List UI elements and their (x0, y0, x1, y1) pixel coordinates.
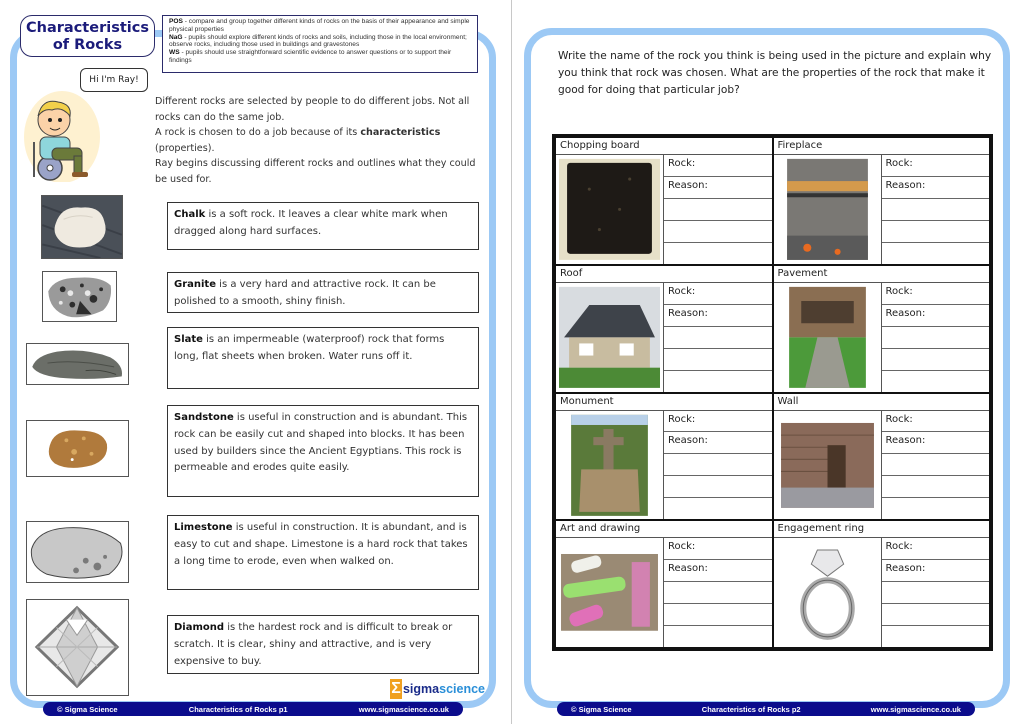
pavement-photo (774, 283, 882, 392)
granite-image (42, 271, 117, 322)
footer-copyright: © Sigma Science (57, 704, 118, 714)
grid-cell-roof: Roof Rock: Reason: (555, 265, 773, 393)
answer-line[interactable] (664, 199, 772, 221)
rock-answer-field[interactable]: Rock: (882, 155, 990, 177)
worksheet-page-1 (0, 0, 511, 724)
rock-answer-field[interactable]: Rock: (664, 283, 772, 305)
answer-line[interactable] (664, 349, 772, 371)
grid-cell-fireplace: Fireplace Rock: Reason: (773, 137, 991, 265)
limestone-image (26, 521, 129, 583)
rock-card-slate: Slate is an impermeable (waterproof) rock that forms long, flat sheets when broken. Water runs off it. (167, 327, 479, 389)
rock-card-granite: Granite is a very hard and attractive rock. It can be polished to a smooth, shiny finish. (167, 272, 479, 313)
instructions-text: Write the name of the rock you think is being used in the picture and explain why you think that rock was chosen. What are the properties of the rock that make it good for doing that particular job? (558, 50, 992, 96)
rock-uses-grid (552, 134, 993, 651)
fireplace-photo (774, 155, 882, 264)
objective-ws: WS - pupils should use straightforward scientific evidence to answer questions or to support their findings (169, 49, 452, 64)
footer-website-link[interactable]: www.sigmascience.co.uk (358, 704, 449, 714)
curriculum-objectives (162, 15, 478, 73)
chalk-image (41, 195, 123, 259)
sigmascience-logo: Σ sigmascience (391, 680, 485, 697)
objective-nag: NaG - pupils should explore different kinds of rocks and soils, including those in the local environment; observe rocks, including those used in buildings and gravestones (169, 33, 467, 49)
reason-answer-field[interactable]: Reason: (882, 432, 990, 454)
rock-card-sandstone: Sandstone is useful in construction and is abundant. This rock can be easily cut and shaped into blocks. It has been used by builders since the Ancient Egyptians. This rock is permeable and erodes quite easily. (167, 405, 479, 497)
intro-text: Different rocks are selected by people to do different jobs. Not all rocks can do the same job. A rock is chosen to do a job because of its characteristics (properties). Ray begins discussing different rocks and outlines what they could be used for. (155, 96, 476, 185)
answer-line[interactable] (882, 454, 990, 476)
diamond-image (26, 599, 129, 696)
reason-answer-field[interactable]: Reason: (664, 305, 772, 327)
objective-pos: POS - compare and group together different kinds of rocks on the basis of their appearance and simple physical properties (169, 18, 470, 33)
reason-answer-field[interactable]: Reason: (882, 560, 990, 582)
grid-cell-engagement-ring: Engagement ring Rock: Reason: (773, 520, 991, 648)
answer-line[interactable] (882, 221, 990, 243)
ray-character-illustration (22, 82, 102, 182)
rock-answer-field[interactable]: Rock: (882, 538, 990, 560)
answer-line[interactable] (664, 604, 772, 626)
answer-line[interactable] (882, 327, 990, 349)
reason-answer-field[interactable]: Reason: (882, 305, 990, 327)
rock-answer-field[interactable]: Rock: (664, 411, 772, 433)
answer-line[interactable] (664, 243, 772, 264)
footer-page-label: Characteristics of Rocks p2 (701, 704, 801, 714)
answer-line[interactable] (882, 243, 990, 264)
engagement-ring-photo (774, 538, 882, 647)
rock-answer-field[interactable]: Rock: (882, 411, 990, 433)
answer-line[interactable] (664, 454, 772, 476)
speech-bubble: Hi I'm Ray! (80, 68, 148, 92)
answer-line[interactable] (882, 371, 990, 392)
chalk-drawing-photo (556, 538, 664, 647)
monument-photo (556, 411, 664, 520)
answer-line[interactable] (882, 582, 990, 604)
answer-line[interactable] (664, 371, 772, 392)
answer-line[interactable] (664, 498, 772, 519)
answer-line[interactable] (664, 327, 772, 349)
slate-image (26, 343, 129, 385)
page-title: Characteristics of Rocks (20, 15, 155, 57)
answer-line[interactable] (882, 199, 990, 221)
rock-card-limestone: Limestone is useful in construction. It is abundant, and is easy to cut and shape. Limestone is a hard rock that takes a long time to erode, even when walked on. (167, 515, 479, 590)
rock-card-chalk: Chalk is a soft rock. It leaves a clear white mark when dragged along hard surfaces. (167, 202, 479, 250)
reason-answer-field[interactable]: Reason: (882, 177, 990, 199)
page-footer (43, 702, 463, 716)
footer-page-label: Characteristics of Rocks p1 (188, 704, 288, 714)
answer-line[interactable] (664, 221, 772, 243)
grid-cell-art-and-drawing: Art and drawing Rock: Reason: (555, 520, 773, 648)
answer-line[interactable] (882, 604, 990, 626)
footer-copyright: © Sigma Science (571, 704, 632, 714)
answer-line[interactable] (882, 349, 990, 371)
answer-line[interactable] (664, 582, 772, 604)
grid-cell-wall: Wall Rock: Reason: (773, 393, 991, 521)
roof-photo (556, 283, 664, 392)
reason-answer-field[interactable]: Reason: (664, 177, 772, 199)
answer-line[interactable] (664, 476, 772, 498)
sigma-icon: Σ (391, 680, 401, 697)
answer-line[interactable] (882, 626, 990, 647)
chopping-board-photo (556, 155, 664, 264)
rock-answer-field[interactable]: Rock: (882, 283, 990, 305)
rock-answer-field[interactable]: Rock: (664, 538, 772, 560)
answer-line[interactable] (882, 498, 990, 519)
wall-photo (774, 411, 882, 520)
sandstone-image (26, 420, 129, 477)
grid-cell-monument: Monument Rock: Reason: (555, 393, 773, 521)
answer-line[interactable] (664, 626, 772, 647)
rock-answer-field[interactable]: Rock: (664, 155, 772, 177)
rock-card-diamond: Diamond is the hardest rock and is difficult to break or scratch. It is clear, shiny and attractive, and is very expensive to buy. (167, 615, 479, 674)
reason-answer-field[interactable]: Reason: (664, 432, 772, 454)
footer-website-link[interactable]: www.sigmascience.co.uk (870, 704, 961, 714)
page-footer (557, 702, 975, 716)
grid-cell-pavement: Pavement Rock: Reason: (773, 265, 991, 393)
grid-cell-chopping-board: Chopping board Rock: Reason: (555, 137, 773, 265)
reason-answer-field[interactable]: Reason: (664, 560, 772, 582)
answer-line[interactable] (882, 476, 990, 498)
